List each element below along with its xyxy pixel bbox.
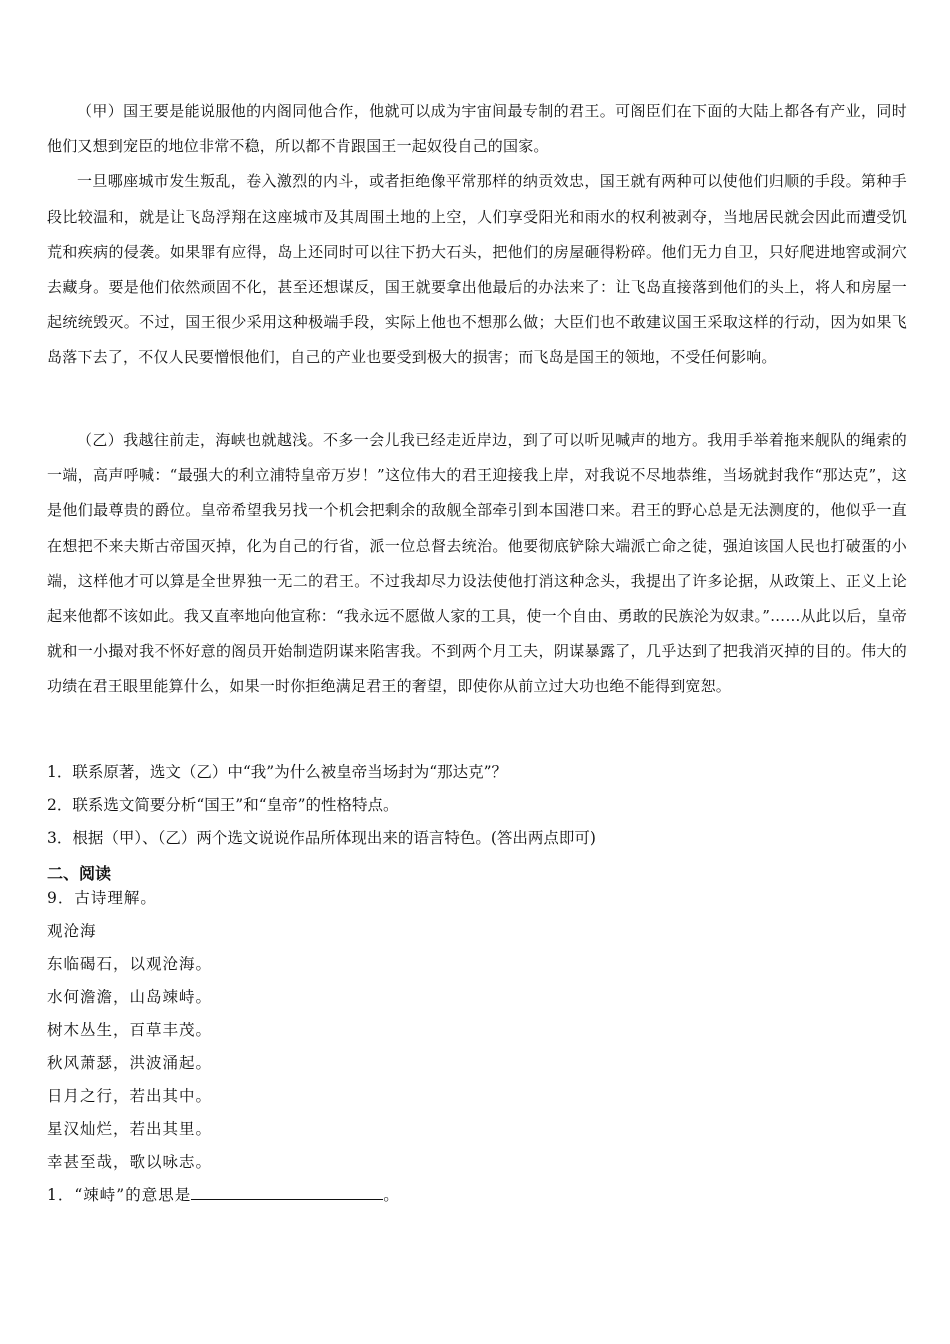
poem-block bbox=[47, 882, 400, 1212]
item-9-prompt: 9．古诗理解。 bbox=[47, 889, 157, 907]
passage-jia-paragraph-2: 一旦哪座城市发生叛乱，卷入激烈的内斗，或者拒绝像平常那样的纳贡效忠，国王就有两种可以使他们归顺的手段。第种手段比较温和，就是让飞岛浮翔在这座城市及其周围土地的上空，人们享受阳光和雨水的权利被剥夺，当地居民就会因此而遭受饥荒和疾病的侵袭。如果罪有应得，岛上还同时可以往下扔大石头，把他们的房屋砸得粉碎。他们无力自卫，只好爬进地窖或洞穴去藏身。要是他们依然顽固不化，甚至还想谋反，国王就要拿出他最后的办法来了：让飞岛直接落到他们的头上，将人和房屋一起统统毁灭。不过，国王很少采用这种极端手段，实际上他也不想那么做；大臣们也不敢建议国王采取这样的行动，因为如果飞岛落下去了，不仅人民要憎恨他们，自己的产业也要受到极大的损害；而飞岛是国王的领地，不受任何影响。 bbox=[47, 172, 907, 367]
poem-line: 星汉灿烂，若出其里。 bbox=[47, 1120, 213, 1138]
fill-question-suffix: 。 bbox=[383, 1186, 400, 1204]
poem-line: 秋风萧瑟，洪波涌起。 bbox=[47, 1054, 213, 1072]
poem-line: 东临碣石，以观沧海。 bbox=[47, 955, 213, 973]
poem-line: 水何澹澹，山岛竦峙。 bbox=[47, 988, 213, 1006]
question-2: 2．联系选文简要分析“国王”和“皇帝”的性格特点。 bbox=[47, 796, 399, 814]
passage-yi bbox=[47, 423, 907, 705]
poem-title: 观沧海 bbox=[47, 922, 97, 940]
passage-yi-paragraph-1: （乙）我越往前走，海峡也就越浅。不多一会儿我已经走近岸边，到了可以听见喊声的地方。我用手举着拖来舰队的绳索的一端，高声呼喊：“最强大的利立浦特皇帝万岁！”这位伟大的君王迎接我上岸，对我说不尽地恭维，当场就封我作“那达克”，这是他们最尊贵的爵位。皇帝希望我另找一个机会把剩余的敌舰全部牵引到本国港口来。君王的野心总是无法测度的，他似乎一直在想把不来夫斯古帝国灭掉，化为自己的行省，派一位总督去统治。他要彻底铲除大端派亡命之徒，强迫该国人民也打破蛋的小端，这样他才可以算是全世界独一无二的君王。不过我却尽力设法使他打消这种念头，我提出了许多论据，从政策上、正义上论起来他都不该如此。我又直率地向他宣称：“我永远不愿做人家的工具，使一个自由、勇敢的民族沦为奴隶。”……从此以后，皇帝就和一小撮对我不怀好意的阁员开始制造阴谋来陷害我。不到两个月工夫，阴谋暴露了，几乎达到了把我消灭掉的目的。伟大的功绩在君王眼里能算什么，如果一时你拒绝满足君王的奢望，即使你从前立过大功也绝不能得到宽恕。 bbox=[47, 431, 907, 696]
poem-line: 幸甚至哉，歌以咏志。 bbox=[47, 1153, 213, 1171]
passage-jia bbox=[47, 94, 907, 376]
section-title: 二、阅读 bbox=[47, 864, 112, 883]
question-3: 3．根据（甲）、（乙）两个选文说说作品所体现出来的语言特色。(答出两点即可) bbox=[47, 829, 596, 847]
answer-blank[interactable] bbox=[191, 1183, 383, 1200]
passage-jia-paragraph-1: （甲）国王要是能说服他的内阁同他合作，他就可以成为宇宙间最专制的君王。可阁臣们在下面的大陆上都各有产业，同时他们又想到宠臣的地位非常不稳，所以都不肯跟国王一起奴役自己的国家。 bbox=[47, 102, 907, 156]
question-1: 1．联系原著，选文（乙）中“我”为什么被皇帝当场封为“那达克”？ bbox=[47, 763, 508, 781]
fill-question bbox=[47, 1179, 400, 1212]
poem-line: 树木丛生，百草丰茂。 bbox=[47, 1021, 213, 1039]
poem-line: 日月之行，若出其中。 bbox=[47, 1087, 213, 1105]
fill-question-prefix: 1．“竦峙”的意思是 bbox=[47, 1186, 192, 1204]
question-list bbox=[47, 756, 907, 855]
